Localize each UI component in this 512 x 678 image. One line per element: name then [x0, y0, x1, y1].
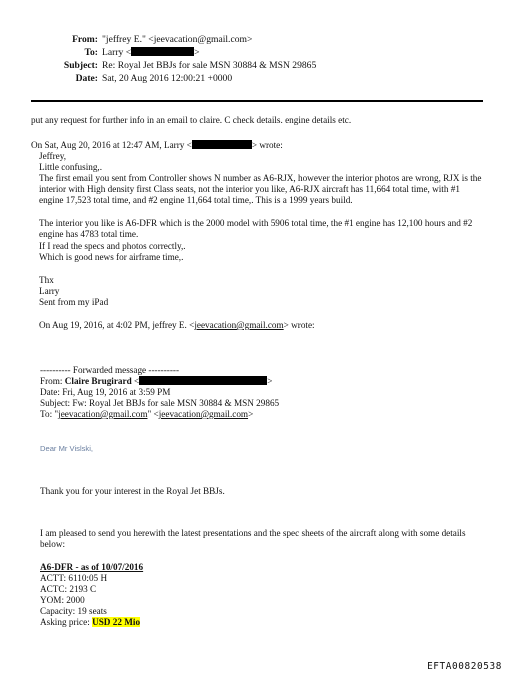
spec-title: A6-DFR - as of 10/07/2016 [40, 562, 144, 572]
redaction-bar [131, 47, 194, 56]
redaction-bar [192, 140, 252, 149]
header-divider [31, 100, 483, 102]
quoted-para1: The first email you sent from Controller shows N number as A6-RJX, however the interior photos are wrong, RJX is the interior with High density first Class seats, not the interior you like, A6-RJX aircraft has 11,664 total time, with #1 engine 17,523 total time, and #2 engine 11,664 total time,. This is a 1999 years build. [39, 173, 482, 206]
forwarded-from-lt: < [131, 376, 140, 386]
redaction-bar [139, 376, 267, 385]
forwarded-date: Date: Fri, Aug 19, 2016 at 3:59 PM [40, 387, 171, 397]
to-close: > [194, 47, 200, 58]
header-to-row [0, 47, 200, 59]
forwarded-to-email1[interactable]: jeevacation@gmail.com [58, 409, 148, 419]
forwarded-from-name: Claire Brugirard [64, 376, 132, 386]
spec-price-line [40, 617, 140, 628]
document-id-stamp: EFTA00820538 [427, 661, 502, 672]
subject-value: Re: Royal Jet BBJs for sale MSN 30884 & MSN 29865 [102, 60, 317, 71]
quoted-wrote-line [31, 140, 283, 151]
spec-actc: ACTC: 2193 C [40, 584, 97, 594]
header-subject-row [0, 60, 316, 72]
forwarded-to-mid: " < [147, 409, 159, 419]
quoted-name: Larry [39, 286, 60, 296]
date-label: Date: [75, 73, 98, 84]
quoted-thx: Thx [39, 275, 54, 285]
forwarded-from-gt: > [267, 376, 273, 386]
quoted-greeting: Jeffrey, [39, 151, 67, 161]
from-label: From: [72, 34, 98, 45]
forwarded-to-line [40, 409, 253, 420]
header-date-row [0, 73, 232, 85]
forwarded-to-prefix: To: " [40, 409, 59, 419]
to-label: To: [84, 47, 98, 58]
header-from-row [0, 34, 252, 46]
quoted-sent: Sent from my iPad [39, 297, 109, 307]
inner-quote-prefix: On Aug 19, 2016, at 4:02 PM, jeffrey E. < [39, 320, 195, 330]
inner-quote-suffix: > wrote: [283, 320, 315, 330]
forwarded-subject: Subject: Fw: Royal Jet BBJs for sale MSN 30884 & MSN 29865 [40, 398, 280, 408]
inner-quote-line [39, 320, 315, 331]
forwarded-banner: ---------- Forwarded message ---------- [40, 365, 180, 375]
quoted-wrote-prefix: On Sat, Aug 20, 2016 at 12:47 AM, Larry < [31, 140, 192, 150]
body-thanks: Thank you for your interest in the Royal Jet BBJs. [40, 486, 225, 496]
spec-capacity: Capacity: 19 seats [40, 606, 107, 616]
spec-yom: YOM: 2000 [40, 595, 85, 605]
subject-label: Subject: [63, 60, 98, 71]
spec-price-value: USD 22 Mio [92, 617, 141, 627]
reply-text: put any request for further info in an email to claire. C check details. engine details etc. [31, 115, 352, 125]
spec-price-label: Asking price: [40, 617, 93, 627]
forwarded-from-prefix: From: [40, 376, 65, 386]
quoted-para3b: Which is good news for airframe time,. [39, 252, 184, 262]
quoted-wrote-suffix: > wrote: [251, 140, 283, 150]
inner-quote-email[interactable]: jeevacation@gmail.com [194, 320, 284, 330]
body-pleased: I am pleased to send you herewith the latest presentations and the spec sheets of the aircraft along with some details below: [40, 528, 466, 550]
quoted-line1: Little confusing,. [39, 162, 103, 172]
forwarded-from-line [40, 376, 272, 387]
body-salutation: Dear Mr Vislski, [40, 444, 94, 453]
from-value: "jeffrey E." <jeevacation@gmail.com> [102, 34, 253, 45]
forwarded-to-suffix: > [248, 409, 254, 419]
to-value: Larry < [102, 47, 132, 58]
forwarded-to-email2[interactable]: jeevacation@gmail.com [158, 409, 249, 419]
quoted-para3a: If I read the specs and photos correctly,. [39, 241, 186, 251]
quoted-para2: The interior you like is A6-DFR which is the 2000 model with 5906 total time, the #1 engine has 12,100 hours and #2 engine has 4783 total time. [39, 218, 473, 240]
spec-actt: ACTT: 6110:05 H [40, 573, 108, 583]
date-value: Sat, 20 Aug 2016 12:00:21 +0000 [102, 73, 233, 84]
